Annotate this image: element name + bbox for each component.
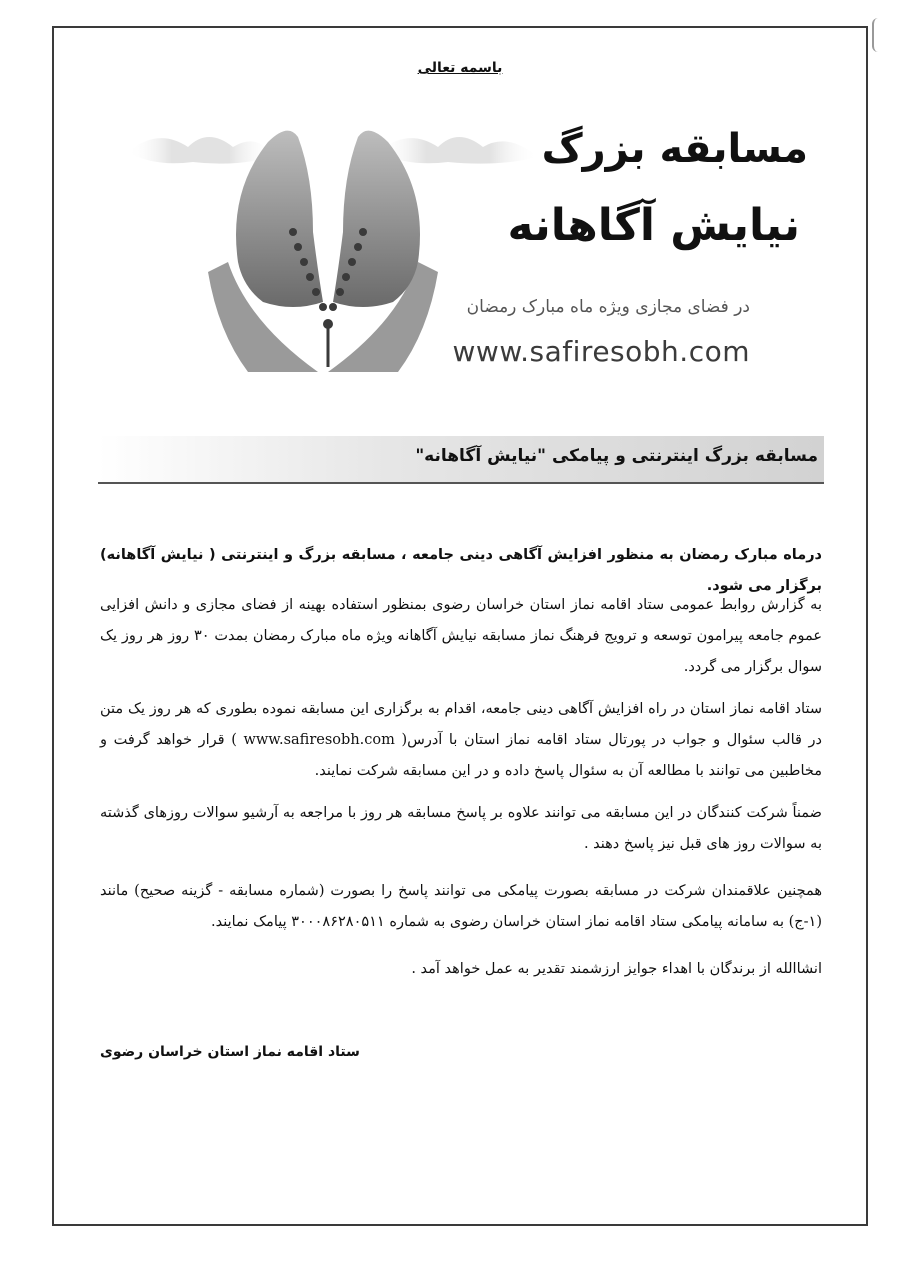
signature: ستاد اقامه نماز استان خراسان رضوی (100, 1044, 360, 1060)
body-paragraph-5: انشاالله از برندگان با اهداء جوایز ارزشمند تقدیر به عمل خواهد آمد . (411, 961, 822, 977)
basmala-heading: باسمه تعالی (417, 60, 503, 76)
body-paragraph-4: همچنین علاقمندان شرکت در مسابقه بصورت پیامکی می توانند پاسخ را بصورت (شماره مسابقه - گزینه صحیح) مانند (۱-ج) به سامانه پیامکی ستاد اقامه نماز استان خراسان رضوی به شماره ۳۰۰۰۸۶۲۸۰۵۱۱ پیامک نمایند. (100, 883, 822, 930)
body-paragraph-2: ستاد اقامه نماز استان در راه افزایش آگاهی دینی جامعه، اقدام به برگزاری این مسابقه نموده بطوری که هر روز یک متن در قالب سئوال و جواب در پورتال ستاد اقامه نماز استان با آدرس( www.safiresobh.com ) قرار خواهد گرفت و مخاطبین می توانند با مطالعه آن به سئوال پاسخ داده و در این مسابقه شرکت نمایند. (100, 701, 822, 779)
section-banner (98, 436, 824, 484)
hero-subtitle: در فضای مجازی ویژه ماه مبارک رمضان (466, 297, 750, 317)
hero-title-line2: نیایش آگاهانه (507, 200, 800, 251)
hero-title-line1: مسابقه بزرگ (541, 126, 808, 172)
hero-url: www.safiresobh.com (452, 335, 750, 368)
body-paragraph-1: به گزارش روابط عمومی ستاد اقامه نماز استان خراسان رضوی بمنظور استفاده بهینه از فضای مجازی و دانش افزایی عموم جامعه پیرامون توسعه و ترویج فرهنگ نماز مسابقه نیایش آگاهانه ویژه ماه مبارک رمضان بمدت ۳۰ روز هر روز یک سوال برگزار می گردد. (100, 597, 822, 675)
body-paragraph-3: ضمناً شرکت کنندگان در این مسابقه می توانند علاوه بر پاسخ مسابقه هر روز با مراجعه به آرشیو سوالات روزهای گذشته به سوالات روز های قبل نیز پاسخ دهند . (100, 805, 822, 852)
banner-heading: مسابقه بزرگ اینترنتی و پیامکی "نیایش آگاهانه" (415, 446, 818, 466)
scan-edge-mark (872, 18, 882, 52)
lead-paragraph: درماه مبارک رمضان به منظور افزایش آگاهی دینی جامعه ، مسابقه بزرگ و اینترنتی ( نیایش آگاهانه) برگزار می شود. (100, 547, 822, 594)
